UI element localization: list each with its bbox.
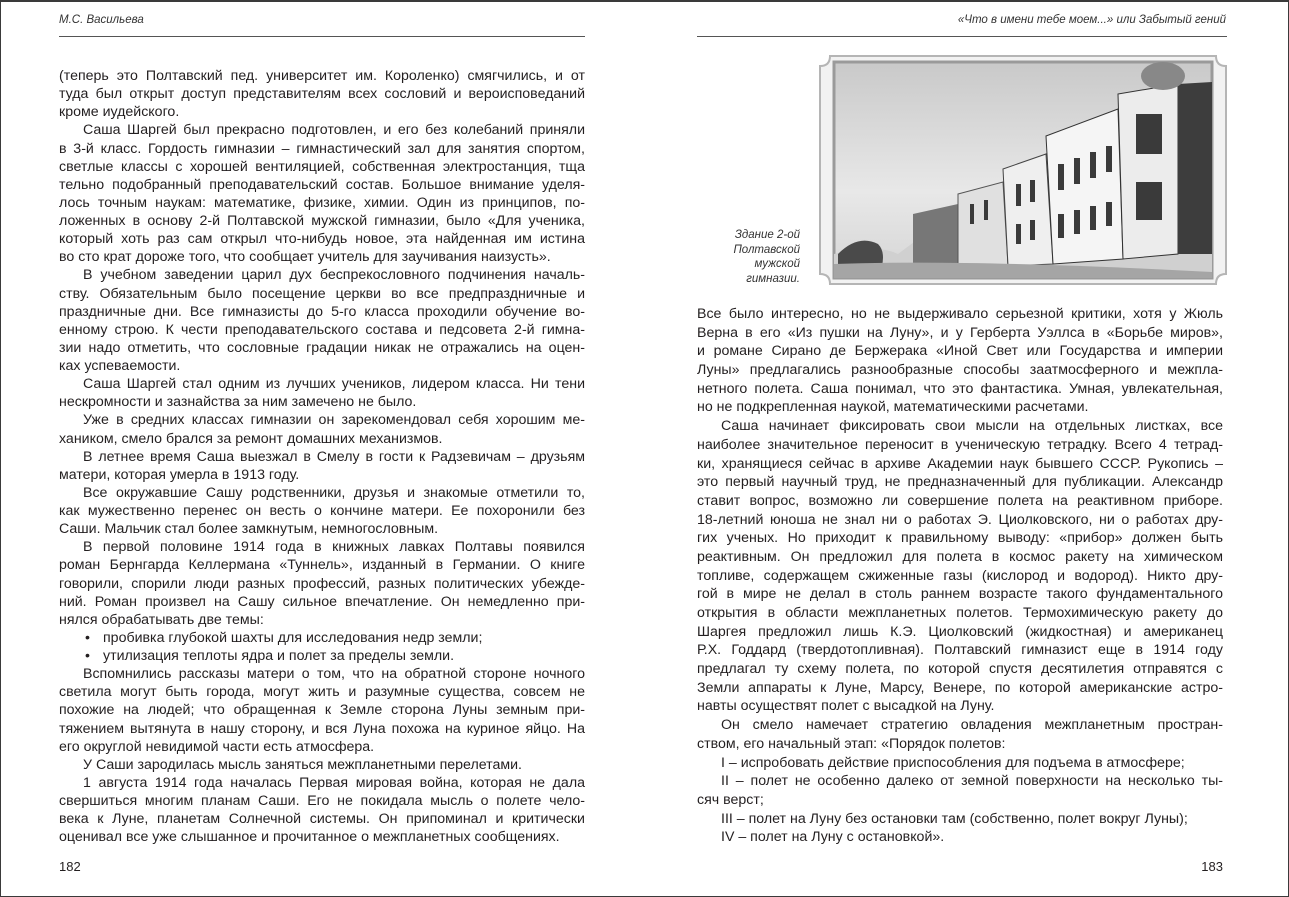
text-line: В летнее время Саша выезжал в Смелу в гости к Радзевичам – друзьям [83,448,585,465]
header-rule [697,36,1227,37]
text-line: это первый научный труд, не предназначенный для публикации. Александр [697,474,1223,491]
text-line: Земли аппараты к Луне, Марсу, Венере, по которой американские астро- [697,679,1223,696]
text-line: (теперь это Полтавский пед. университет им. Короленко) смягчились, и от [59,68,585,84]
text-line: праздничные дни. Все гимназисты до 5-го класса проходили обучение во- [59,303,585,320]
text-line: похожие на людей; что обращенная к Земле сторона Луны земным при- [59,702,585,719]
header-rule [59,36,585,37]
text-line: как мужественно перенес он весть о кончине матери. Ее похоронили без [59,503,585,519]
body-text [59,67,585,846]
text-line: сяч верст; [697,791,764,808]
text-line: но не подкрепленная наукой, математическими расчетами. [697,399,1089,416]
text-line: нескромности и зазнайства за ним замечено не было. [59,394,417,411]
bullet-icon: • [85,629,90,646]
running-head-title: «Что в имени тебе моем...» или Забытый гений [957,14,1226,26]
caption-line: Полтавской [733,243,800,256]
text-line: I – испробовать действие приспособления для подъема в атмосфере; [721,754,1185,771]
caption-line: гимназии. [746,272,800,285]
text-line: зии надо отметить, что сословные градации никак не отражались на оцен- [59,339,585,356]
text-line: гих ученых. Но приходит к правильному выводу: «прибор» должен быть [697,530,1223,547]
text-line: гой в мире не делал в столь раннем возрасте такого фундаментального [697,586,1223,603]
text-line: топливе, содержащем сжиженные газы (кислород и водород). Никто дру- [697,567,1223,584]
text-line: енному строю. К чести преподавательского состава и педсовета 2-й гимна- [59,321,585,338]
text-line: Уже в средних классах гимназии он зарекомендовал себя хорошим ме- [83,412,585,429]
text-line: Вспомнились рассказы матери о том, что на обратной стороне ночного [83,666,585,683]
text-line: Саша Шаргей был прекрасно подготовлен, и его без колебаний приняли [83,122,585,139]
text-line: во сто крат дороже того, что сообщает учитель для заучивания наизусть». [59,249,551,266]
bullet-icon: • [85,648,90,664]
right-page [697,0,1226,896]
left-page [59,0,585,896]
text-line: наиболее значительное переносит в ученическую тетрадку. Всего 4 тетрад- [697,436,1223,453]
text-line: ством, его начальный этап: «Порядок полетов: [697,735,1006,752]
text-line: Р.Х. Годдард (твердотопливная). Полтавский гимназист еще в 1914 году [697,642,1223,659]
text-line: хаником, смело брался за ремонт домашних механизмов. [59,430,443,447]
text-line: роман Бернгарда Келлермана «Туннель», изданный в Германии. О книге [59,557,585,574]
text-line: его округлой невидимой части есть атмосфера. [59,738,375,755]
photo-caption [733,228,800,286]
text-line: Все окружавшие Сашу родственники, друзья и знакомые отметили то, [83,484,585,501]
text-line: нетного полета. Саша понимал, что это фантастика. Умная, увлекательная, [697,380,1223,397]
text-line: ложенных в основу 2-й Полтавской мужской гимназии, было «Для ученика, [59,213,585,229]
caption-line: мужской [754,258,800,270]
bullet-text: утилизация теплоты ядра и полет за пределы земли. [103,648,455,664]
body-text [697,305,1223,847]
text-line: 1 августа 1914 года началась Первая мировая война, которая не дала [83,774,585,791]
text-line: II – полет не особенно далеко от земной поверхности на несколько ты- [721,773,1223,790]
bullet-item [59,629,585,647]
text-line: Шаргея предложил лишь К.Э. Циолковский (жидкостная) и американец [697,623,1223,640]
text-line: говорили, спорили люди разных профессий, разных политических убежде- [59,575,585,592]
running-head-author: М.С. Васильева [59,14,144,26]
text-line: В первой половине 1914 года в книжных лавках Полтавы появился [83,539,585,556]
text-line: ках успеваемости. [59,358,181,374]
text-line: и романе Сирано де Бержерака «Иной Свет или Государства и империи [697,343,1223,360]
text-line: предлагал ту схему полета, по которой спустя десятилетия отправятся с [697,661,1223,678]
caption-line: Здание 2-ой [734,229,800,241]
text-line: кроме иудейского. [59,104,180,121]
text-line: открытия в области межпланетных полетов. Термохимическую ракету до [697,605,1223,621]
text-line: Саши. Мальчик стал более замкнутым, немногословным. [59,521,439,538]
page-number: 182 [59,859,81,874]
text-line: нялся обрабатывать две темы: [59,611,264,628]
text-line: реактивным. Он предложил для полета в космос ракету на химическом [697,548,1223,565]
page-number: 183 [1201,859,1223,874]
bullet-item [59,647,585,665]
text-line: века к Луне, планетам Солнечной системы. Он припоминал и критически [59,811,585,828]
text-line: лось точным наукам: математике, физике, химии. Один из принципов, по- [59,194,585,211]
text-line: Верна в его «Из пушки на Луну», и у Герберта Уэллса в «Борьбе миров», [697,324,1223,341]
text-line: матери, которая умерла в 1913 году. [59,466,300,483]
text-line: Луны» предлагались разнообразные способы заатмосферного и межпла- [697,362,1223,379]
text-line: ству. Обязательным было посещение церкви во все предпраздничные и [59,285,585,302]
text-line: ки, хранящиеся сейчас в архиве Академии наук бывшего СССР. Рукопись – [697,455,1223,472]
text-line: Саша Шаргей стал одним из лучших учеников, лидером класса. Ни тени [83,376,585,393]
text-line: свершиться многим планам Саши. Его не покидала мысль о полете чело- [59,793,585,809]
text-line: IV – полет на Луну с остановкой». [721,829,945,846]
bullet-text: пробивка глубокой шахты для исследования недр земли; [103,629,483,646]
text-line: тельно подобранный преподавательский состав. Большое внимание уделя- [59,176,585,193]
text-line: ставит вопрос, возможно ли совершение полета на реактивном приборе. [697,492,1223,509]
text-line: тяжением вытянута в нашу сторону, и вся Луна похожа на куриное яйцо. На [59,720,585,737]
text-line: светила могут быть города, могут жить и разумные существа, совсем не [59,684,585,701]
text-line: 18-летний юноша не знал ни о работах Э. Циолковского, ни о работах дру- [697,511,1223,528]
text-line: У Саши зародилась мысль заняться межпланетными перелетами. [83,756,523,773]
text-line: ний. Роман произвел на Сашу сильное впечатление. Он немедленно при- [59,593,585,610]
text-line: В учебном заведении царил дух беспрекословного подчинения началь- [83,267,585,284]
text-line: Он смело намечает стратегию овладения межпланетным простран- [721,717,1223,734]
text-line: в 3-й класс. Гордость гимназии – гимнастический зал для занятия спортом, [59,140,585,157]
text-line: III – полет на Луну без остановки там (собственно, полет вокруг Луны); [721,810,1188,827]
text-line: оценивал все уже слышанное и прочитанное о межпланетных сообщениях. [59,829,560,846]
text-line: светлые классы с хорошей вентиляцией, собственная электростанция, тща [59,158,585,175]
gymnasium-building-photo [818,54,1228,286]
text-line: туда был открыт доступ представителям всех сословий и вероисповеданий [59,86,585,103]
text-line: который хоть раз сам открыл что-нибудь новое, эта найденная им истина [59,231,585,248]
text-line: навты осуществят полет с высадкой на Луну. [697,698,995,715]
text-line: Все было интересно, но не выдерживало серьезной критики, хотя у Жюль [697,306,1223,322]
text-line: Саша начинает фиксировать свои мысли на отдельных листках, все [721,418,1223,435]
